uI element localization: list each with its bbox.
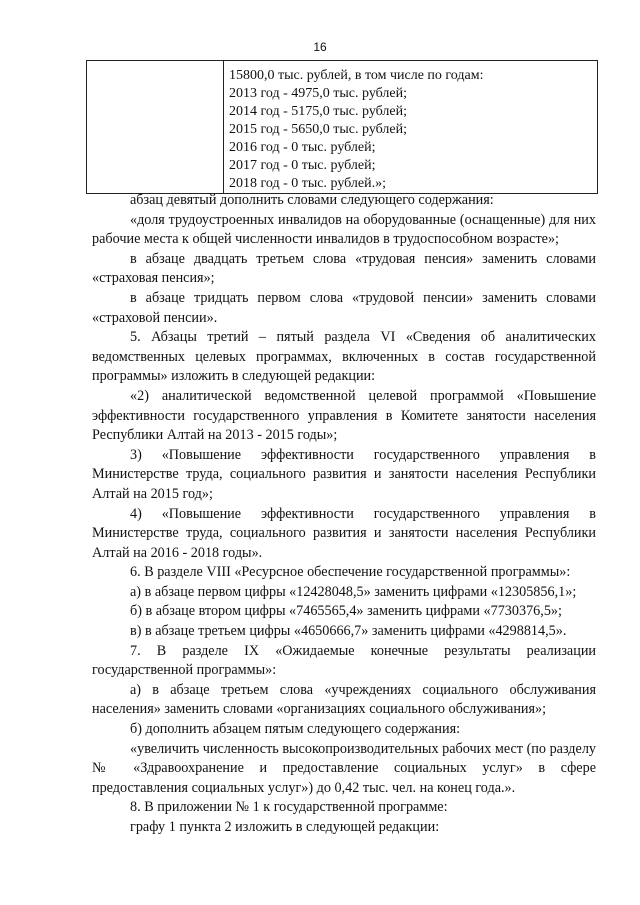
funding-year-line: 2016 год - 0 тыс. рублей; [229,140,376,155]
page-number: 16 [313,40,327,54]
table-cell-empty [87,61,224,194]
paragraph-item-8: 8. В приложении № 1 к государственной программе: [130,799,448,816]
paragraph-item-7a: а) в абзаце третьем слова «учреждениях социального обслуживания населения» заменить словами «организациях социального обслуживания»; [92,681,596,718]
paragraph-program-4: 4) «Повышение эффективности государственного управления в Министерстве труда, социального развития и занятости населения Республики Алтай на 2016 - 2018 годы». [92,505,596,561]
paragraph-amendment-ninth: абзац девятый дополнить словами следующего содержания: [130,192,494,208]
paragraph-column-1: графу 1 пункта 2 изложить в следующей редакции: [130,819,440,835]
paragraph-item-7: 7. В разделе IX «Ожидаемые конечные результаты реализации государственной программы»: [92,642,596,679]
paragraph-item-6b: б) в абзаце втором цифры «7465565,4» заменить цифрами «7730376,5»; [130,603,562,620]
funding-year-line: 2013 год - 4975,0 тыс. рублей; [229,86,408,101]
paragraph-item-7b: б) дополнить абзацем пятым следующего содержания: [130,721,461,738]
funding-year-line: 2018 год - 0 тыс. рублей.»; [229,176,387,191]
paragraph-amendment-31: в абзаце тридцать первом слова «трудовой пенсии» заменить словами «страховой пенсии». [92,289,596,326]
funding-year-line: 2015 год - 5650,0 тыс. рублей; [229,122,408,137]
paragraph-program-2: «2) аналитической ведомственной целевой программой «Повышение эффективности государственного управления в Комитете занятости населения Республики Алтай на 2013 - 2015 годы»; [92,387,596,444]
paragraph-item-6a: а) в абзаце первом цифры «12428048,5» заменить цифрами «12305856,1»; [130,583,577,600]
funding-year-line: 2014 год - 5175,0 тыс. рублей; [229,104,408,119]
funding-total-line: 15800,0 тыс. рублей, в том числе по годам: [229,68,484,83]
paragraph-item-5: 5. Абзацы третий – пятый раздела VI «Сведения об аналитических ведомственных целевых программах, включенных в состав государственной программы» изложить в следующей редакции: [92,329,596,385]
table-cell-funding [224,61,598,194]
paragraph-program-3: 3) «Повышение эффективности государственного управления в Министерстве труда, социального развития и занятости населения Республики Алтай на 2015 год»; [92,446,596,502]
table-row [87,61,598,194]
paragraph-indicator-quote: «доля трудоустроенных инвалидов на оборудованные (оснащенные) для них рабочие места к общей численности инвалидов в трудоспособном возрасте»; [92,211,596,248]
paragraph-item-6c: в) в абзаце третьем цифры «4650666,7» заменить цифрами «4298814,5». [130,623,567,640]
paragraph-amendment-23: в абзаце двадцать третьем слова «трудовая пенсия» заменить словами «страховая пенсия»; [92,250,596,287]
funding-year-line: 2017 год - 0 тыс. рублей; [229,158,376,173]
paragraph-item-6: 6. В разделе VIII «Ресурсное обеспечение государственной программы»: [130,564,571,581]
program-funding-table [86,60,598,194]
paragraph-jobs-quote: «увеличить численность высокопроизводительных рабочих мест (по разделу № «Здравоохранение и предоставление социальных услуг» в сфере предоставления социальных услуг») до 0,42 тыс. чел. на конец года.». [92,740,596,796]
document-body [92,191,596,838]
